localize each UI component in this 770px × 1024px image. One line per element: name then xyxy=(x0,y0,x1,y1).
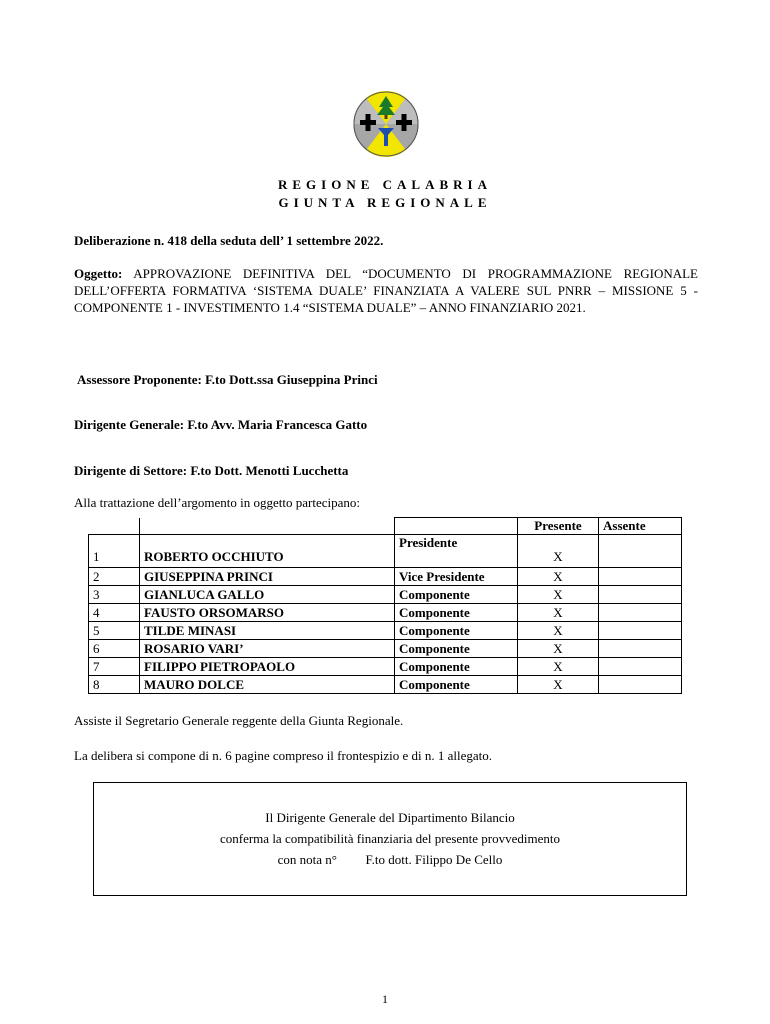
member-number: 4 xyxy=(89,604,140,622)
dirigente-generale: Dirigente Generale: F.to Avv. Maria Francesca Gatto xyxy=(74,417,368,432)
header-presente: Presente xyxy=(518,518,599,535)
header-regione: REGIONE CALABRIA xyxy=(278,177,492,192)
member-name: ROSARIO VARI’ xyxy=(140,640,395,658)
member-presente: X xyxy=(518,535,599,568)
member-presente: X xyxy=(518,658,599,676)
box-nota: con nota n° xyxy=(277,852,337,867)
compone-delibera: La delibera si compone di n. 6 pagine compreso il frontespizio e di n. 1 allegato. xyxy=(74,748,493,763)
member-assente xyxy=(599,622,682,640)
member-presente: X xyxy=(518,568,599,586)
member-assente xyxy=(599,586,682,604)
bilancio-box xyxy=(93,782,687,896)
member-role: Componente xyxy=(395,586,518,604)
oggetto-label: Oggetto: xyxy=(74,266,123,281)
member-name: FAUSTO ORSOMARSO xyxy=(140,604,395,622)
page-number: 1 xyxy=(382,992,388,1006)
member-role: Componente xyxy=(395,640,518,658)
box-line2: conferma la compatibilità finanziaria del presente provvedimento xyxy=(219,831,561,846)
member-assente xyxy=(599,676,682,694)
member-presente: X xyxy=(518,586,599,604)
member-number: 1 xyxy=(89,535,140,568)
header-giunta: GIUNTA REGIONALE xyxy=(278,195,492,210)
header-empty-name xyxy=(140,518,395,535)
member-assente xyxy=(599,535,682,568)
box-line3 xyxy=(94,849,686,870)
table-row xyxy=(89,658,682,676)
header-empty-num xyxy=(89,518,140,535)
member-name: MAURO DOLCE xyxy=(140,676,395,694)
member-name: ROBERTO OCCHIUTO xyxy=(140,535,395,568)
member-number: 6 xyxy=(89,640,140,658)
oggetto-paragraph xyxy=(74,265,698,316)
emblem-svg xyxy=(352,90,420,158)
table-row xyxy=(89,535,682,568)
member-number: 5 xyxy=(89,622,140,640)
members-table xyxy=(88,517,682,694)
table-row xyxy=(89,622,682,640)
header-assente: Assente xyxy=(599,518,682,535)
member-presente: X xyxy=(518,676,599,694)
intro-partecipanti: Alla trattazione dell’argomento in oggetto partecipano: xyxy=(74,495,361,510)
table-row xyxy=(89,676,682,694)
table-row xyxy=(89,586,682,604)
table-row xyxy=(89,640,682,658)
box-line1: Il Dirigente Generale del Dipartimento Bilancio xyxy=(265,810,515,825)
member-name: TILDE MINASI xyxy=(140,622,395,640)
dirigente-settore: Dirigente di Settore: F.to Dott. Menotti Lucchetta xyxy=(74,463,349,478)
table-row xyxy=(89,568,682,586)
box-firma: F.to dott. Filippo De Cello xyxy=(365,852,503,867)
member-name: GIUSEPPINA PRINCI xyxy=(140,568,395,586)
table-row xyxy=(89,604,682,622)
member-assente xyxy=(599,658,682,676)
member-name: GIANLUCA GALLO xyxy=(140,586,395,604)
member-name: FILIPPO PIETROPAOLO xyxy=(140,658,395,676)
assessore-proponente: Assessore Proponente: F.to Dott.ssa Giuseppina Princi xyxy=(77,372,378,387)
assiste-segretario: Assiste il Segretario Generale reggente della Giunta Regionale. xyxy=(74,713,404,728)
header-empty-role xyxy=(395,518,518,535)
member-number: 7 xyxy=(89,658,140,676)
member-role: Presidente xyxy=(395,535,518,568)
member-role: Componente xyxy=(395,604,518,622)
member-assente xyxy=(599,640,682,658)
member-presente: X xyxy=(518,640,599,658)
deliberazione-title: Deliberazione n. 418 della seduta dell’ 1 settembre 2022. xyxy=(74,233,384,248)
member-assente xyxy=(599,604,682,622)
member-number: 8 xyxy=(89,676,140,694)
member-presente: X xyxy=(518,622,599,640)
member-role: Componente xyxy=(395,676,518,694)
member-role: Componente xyxy=(395,658,518,676)
member-number: 2 xyxy=(89,568,140,586)
member-number: 3 xyxy=(89,586,140,604)
member-assente xyxy=(599,568,682,586)
member-role: Vice Presidente xyxy=(395,568,518,586)
member-presente: X xyxy=(518,604,599,622)
oggetto-text: APPROVAZIONE DEFINITIVA DEL “DOCUMENTO DI PROGRAMMAZIONE REGIONALE DELL’OFFERTA FORMATIVA ‘SISTEMA DUALE’ FINANZIATA A VALERE SUL PNRR – MISSIONE 5 - COMPONENTE 1 - INVESTIMENTO 1.4 “SISTEMA DUALE” – ANNO FINANZIARIO 2021. xyxy=(74,266,698,315)
regione-calabria-emblem-icon xyxy=(352,90,420,158)
table-header-row xyxy=(89,518,682,535)
member-role: Componente xyxy=(395,622,518,640)
